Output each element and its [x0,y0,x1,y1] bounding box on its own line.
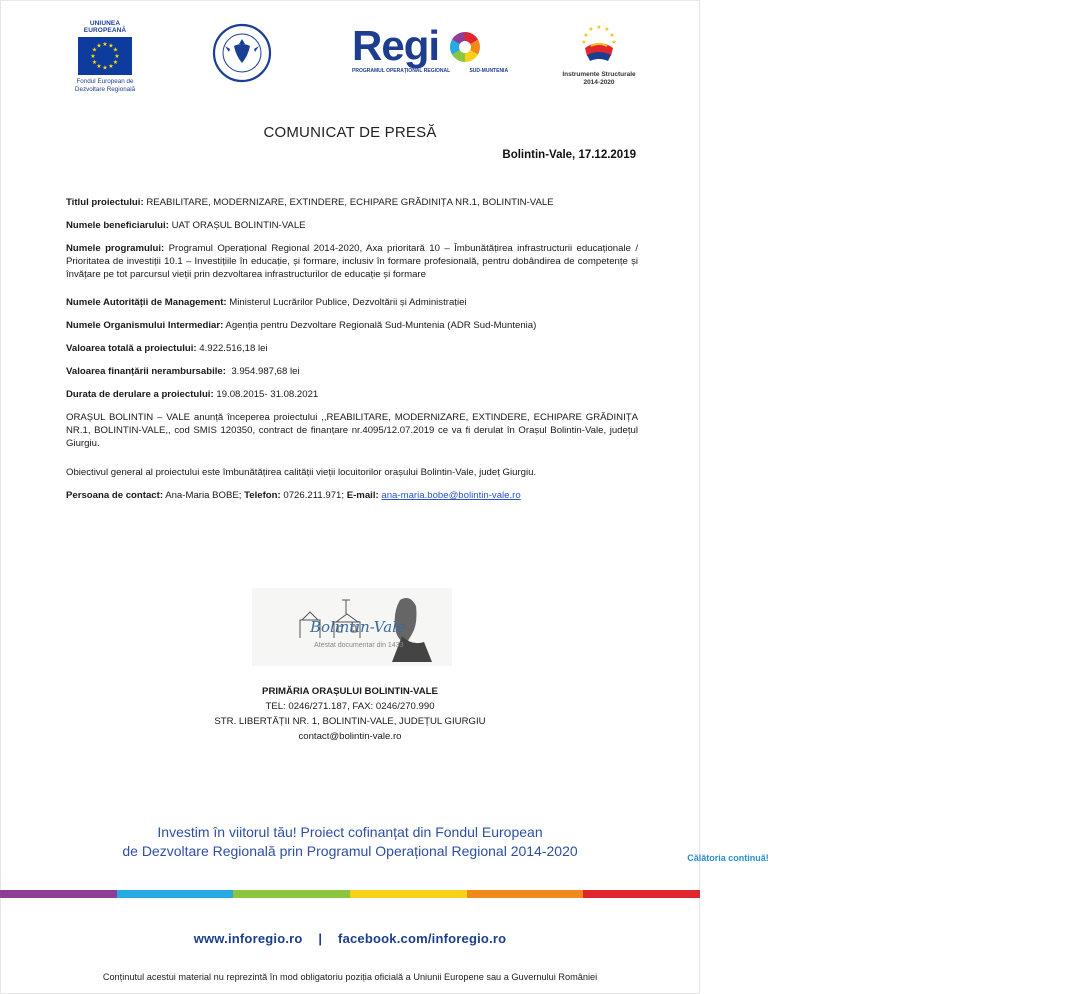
field-value: 4.922.516,18 lei [199,343,268,354]
announcement-paragraph [66,411,638,451]
eu-logo-subtitle-2: Dezvoltare Regională [74,85,136,93]
footer-separator: | [318,931,323,946]
field-label: Valoarea finanțării nerambursabile: [66,366,226,377]
city-hall-email: contact@bolintin-vale.ro [298,731,402,742]
footer-slogan [0,823,700,861]
regio-region: SUD-MUNTENIA [469,68,509,74]
color-stripe [0,890,700,898]
dateline: Bolintin-Vale, 17.12.2019 [502,149,636,161]
eu-logo-subtitle-1: Fondul European de [76,78,134,85]
structural-instruments-icon [577,22,621,66]
svg-text:★: ★ [90,53,96,60]
structural-instruments-line2: 2014-2020 [583,78,615,86]
svg-text:★: ★ [604,26,610,33]
svg-text:★: ★ [588,26,594,33]
stripe-segment [0,890,117,898]
field-intermediate [66,319,638,332]
svg-text:★: ★ [91,46,98,54]
stripe-segment [350,890,467,898]
eu-logo [68,20,142,93]
email-label: E-mail: [346,490,379,501]
announcement-text: ORAȘUL BOLINTIN – VALE anunță începerea proiectului ,,REABILITARE, MODERNIZARE, EXTINDERE, ECHIPARE GRĂDINIȚA NR.1, BOLINTIN-VALE,, cod SMIS 120350, contract de finanțare nr.4095/12.07.2019 ce va fi derulat în Orașul Bolintin-Vale, județul Giurgiu. [66,412,638,450]
footer-slogan-line1: Investim în viitorul tău! Proiect cofinanțat din Fondul European [157,824,543,840]
field-label: Numele Autorității de Management: [66,297,227,308]
regio-wordmark: Regi [352,22,440,69]
bolintin-vale-logo [252,588,452,666]
city-hall-contact [0,684,700,744]
field-label: Numele Organismului Intermediar: [66,320,224,331]
svg-text:★: ★ [96,42,102,50]
svg-text:★: ★ [596,24,602,31]
svg-text:★: ★ [112,46,119,54]
regio-slogan: Călătoria continuă! [687,853,769,863]
field-programme [66,242,638,282]
stripe-segment [583,890,700,898]
field-label: Numele beneficiarului: [66,220,169,231]
field-project-title [66,196,638,209]
disclaimer: Conținutul acestui material nu reprezintă în mod obligatoriu poziția oficială a Uniunii Europene sau a Guvernului României [102,972,598,982]
stripe-segment [233,890,350,898]
field-label: Numele programului: [66,243,165,254]
field-label: Durata de derulare a proiectului: [66,389,214,400]
contact-email-link[interactable]: ana-maria.bobe@bolintin-vale.ro [381,490,521,501]
field-value: Agenția pentru Dezvoltare Regională Sud-Muntenia (ADR Sud-Muntenia) [225,320,537,331]
regio-program-name: PROGRAMUL OPERAȚIONAL REGIONAL [352,68,451,74]
svg-text:★: ★ [114,53,120,60]
footer-slogan-line2: de Dezvoltare Regională prin Programul Operațional Regional 2014-2020 [122,843,578,859]
field-beneficiary [66,219,638,232]
contact-phone: 0726.211.971; [283,490,345,501]
field-value: UAT ORAȘUL BOLINTIN-VALE [171,220,306,231]
stripe-segment [467,890,584,898]
phone-label: Telefon: [244,490,281,501]
objective-text: Obiectivul general al proiectului este îmbunătățirea calității vieții locuitorilor orașului Bolintin-Vale, județ Giurgiu. [66,467,537,478]
svg-text:★: ★ [102,41,108,48]
field-total-value [66,342,638,355]
contact-label: Persoana de contact: [66,490,164,501]
structural-instruments-logo [560,22,638,92]
svg-text:★: ★ [96,63,102,70]
eu-logo-title: UNIUNEA EUROPEANĂ [83,20,127,34]
svg-text:★: ★ [583,32,589,39]
field-value: Programul Operațional Regional 2014-2020, Axa prioritară 10 – Îmbunătățirea infrastructurii educaționale / Prioritatea de investiții 10.1 – Investițiile în educație, și formare, inclusiv în formare profesională, pentru dobândirea de competențe și învățare pe tot parcursul vieții prin dezvoltarea infrastructurilor de educație și formare [66,243,638,281]
contact-person [66,489,638,502]
contact-name: Ana-Maria BOBE; [165,490,242,501]
city-hall-address: STR. LIBERTĂȚII NR. 1, BOLINTIN-VALE, JUDEȚUL GIURGIU [214,716,486,727]
field-value: Ministerul Lucrărilor Publice, Dezvoltării și Administrației [229,297,467,308]
website-link[interactable]: www.inforegio.ro [193,931,303,946]
svg-text:★: ★ [581,39,587,46]
svg-text:★: ★ [108,63,114,70]
footer-links [0,931,700,946]
field-label: Titlul proiectului: [66,197,144,208]
town-logo-script: Bolintin-Vale [310,618,406,636]
svg-text:★: ★ [112,59,119,66]
city-hall-phones: TEL: 0246/271.187, FAX: 0246/270.990 [265,701,435,712]
field-value: REABILITARE, MODERNIZARE, EXTINDERE, ECHIPARE GRĂDINIȚA NR.1, BOLINTIN-VALE [146,197,554,208]
objective-paragraph [66,466,638,479]
city-hall-name: PRIMĂRIA ORAȘULUI BOLINTIN-VALE [262,686,438,697]
svg-text:★: ★ [91,59,98,66]
field-authority [66,296,638,309]
government-seal-logo [212,23,272,83]
facebook-link[interactable]: facebook.com/inforegio.ro [338,931,507,946]
svg-text:★: ★ [611,39,617,46]
svg-text:★: ★ [102,64,108,72]
svg-text:★: ★ [609,32,615,39]
field-duration [66,388,638,401]
field-grant-value [66,365,638,378]
svg-text:★: ★ [108,42,114,50]
field-value: 19.08.2015- 31.08.2021 [216,389,319,400]
eu-flag-icon [78,37,132,75]
regio-program-line [352,68,509,74]
structural-instruments-line1: Instrumente Structurale [562,71,636,78]
field-value: 3.954.987,68 lei [231,366,300,377]
stripe-segment [117,890,234,898]
field-label: Valoarea totală a proiectului: [66,343,197,354]
page-title: COMUNICAT DE PRESĂ [263,124,437,141]
town-logo-tagline: Atestat documentar din 1433 [314,642,404,649]
regio-ring-icon [450,32,480,62]
